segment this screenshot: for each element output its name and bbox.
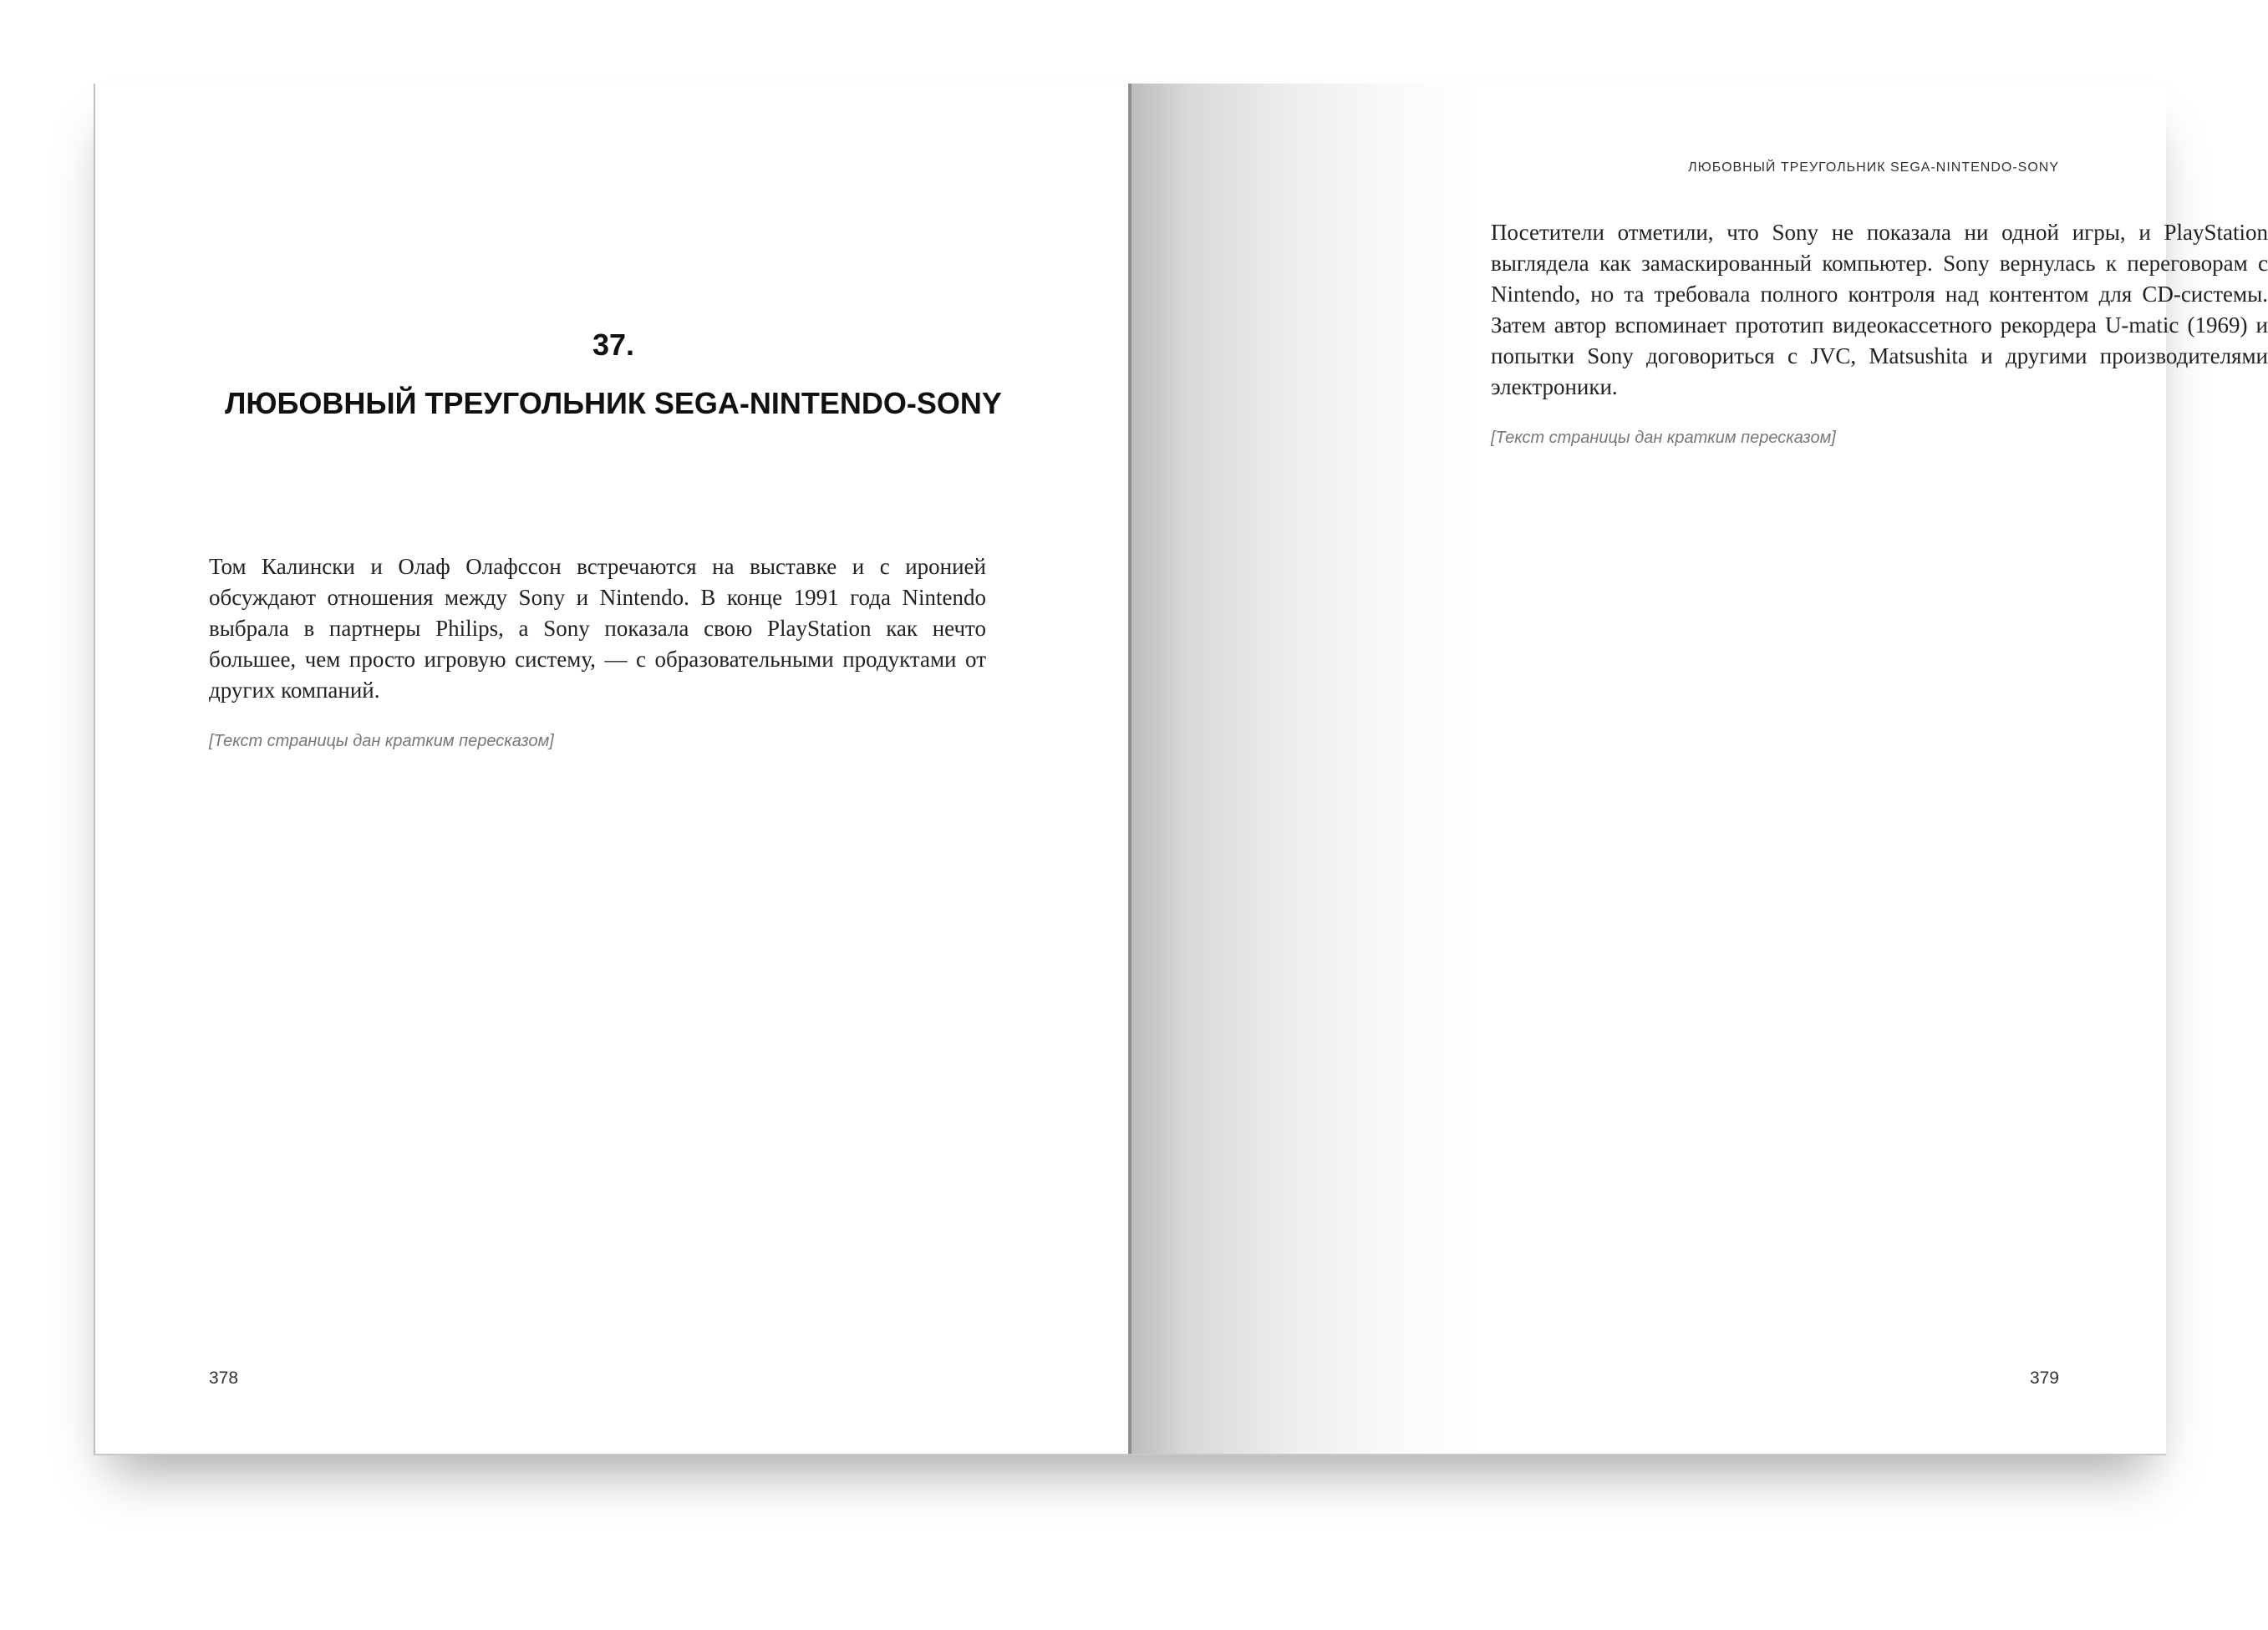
right-page-summary-text: Посетители отметили, что Sony не показала ни одной игры, и PlayStation выглядела как замаскированный компьютер. Sony вернулась к переговорам с Nintendo, но та требовала полного контроля над контентом для CD-системы. Затем автор вспоминает прототип видеокассетного рекордера U-matic (1969) и попытки Sony договориться с JVC, Matsushita и другими производителями электроники. bbox=[1491, 220, 2268, 399]
running-head: ЛЮБОВНЫЙ ТРЕУГОЛЬНИК SEGA-NINTENDO-SONY bbox=[1688, 160, 2059, 175]
left-page bbox=[94, 84, 1131, 1455]
page-number-left: 378 bbox=[209, 1368, 239, 1388]
left-page-summary bbox=[209, 551, 986, 753]
right-page-summary bbox=[1491, 217, 2268, 449]
chapter-title: ЛЮБОВНЫЙ ТРЕУГОЛЬНИК SEGA-NINTENDO-SONY bbox=[225, 386, 1002, 420]
right-page bbox=[1131, 84, 2268, 1455]
chapter-number: 37. bbox=[592, 328, 635, 362]
book-spread bbox=[94, 84, 2268, 1454]
left-page-note: [Текст страницы дан кратким пересказом] bbox=[209, 732, 554, 750]
left-page-summary-text: Том Калински и Олаф Олафссон встречаются на выставке и с иронией обсуждают отношения между Sony и Nintendo. В конце 1991 года Nintendo выбрала в партнеры Philips, а Sony показала свою PlayStation как нечто большее, чем просто игровую систему, — с образовательными продуктами от других компаний. bbox=[209, 554, 986, 703]
page-number-right: 379 bbox=[2029, 1368, 2059, 1388]
right-page-note: [Текст страницы дан кратким пересказом] bbox=[1491, 429, 1836, 447]
